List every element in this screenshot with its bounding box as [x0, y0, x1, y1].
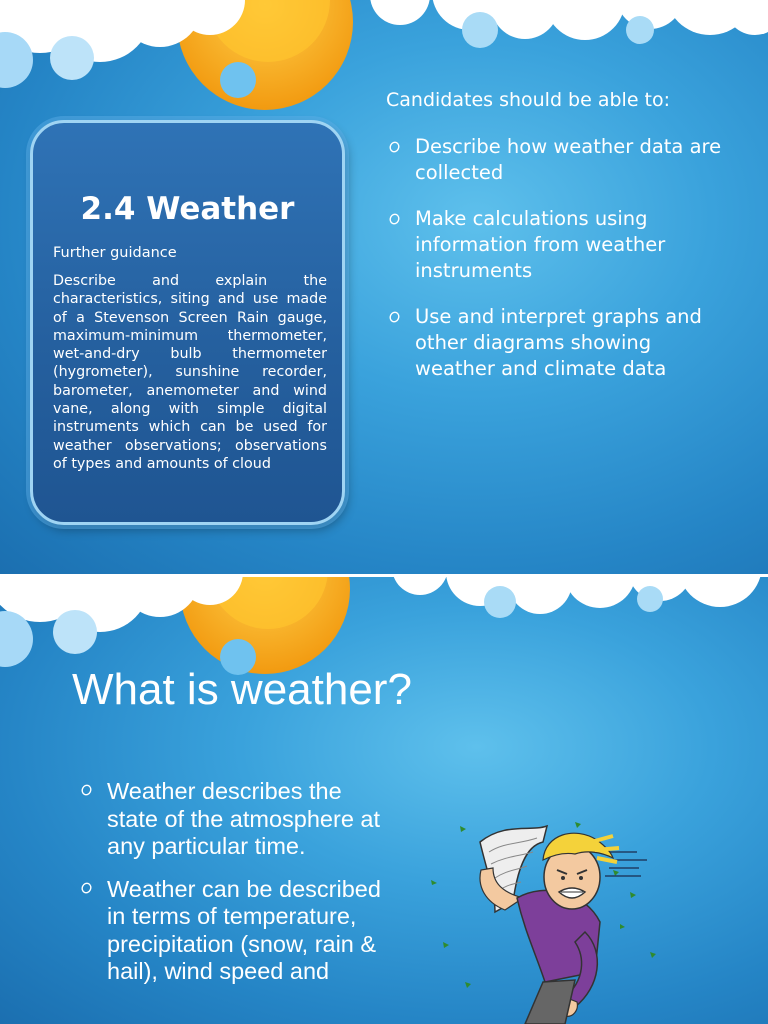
oval-bullet-icon — [80, 784, 93, 796]
oval-bullet-icon — [388, 213, 401, 225]
man-in-wind-icon — [425, 812, 675, 1024]
slide-2 — [0, 577, 768, 1024]
slide-title: 2.4 Weather — [80, 191, 295, 227]
guidance-box — [30, 120, 345, 525]
list-item-text: Describe how weather data are collected — [415, 135, 722, 184]
list-item-text: Weather can be described in terms of temperature, precipitation (snow, rain & hail), wind speed and — [107, 875, 381, 984]
oval-bullet-icon — [388, 311, 401, 323]
list-item — [78, 778, 388, 861]
list-item — [386, 206, 736, 284]
objectives-list — [386, 134, 736, 402]
list-item — [386, 134, 736, 186]
guidance-text: Describe and explain the characteristics, siting and use made of a Stevenson Screen Rain gauge, maximum-minimum thermometer, wet-and-dry bulb thermometer (hygrometer), sunshine recorder, barometer, anemometer and wind vane, along with simple digital instruments which can be used for weather observations; observations of types and amounts of cloud — [53, 273, 327, 472]
list-item-text: Use and interpret graphs and other diagrams showing weather and climate data — [415, 305, 702, 380]
list-item-text: Make calculations using information from weather instruments — [415, 207, 666, 282]
definition-list — [78, 778, 388, 1001]
slide-title: What is weather? — [72, 665, 412, 714]
list-item-text: Weather describes the state of the atmosphere at any particular time. — [107, 778, 381, 859]
oval-bullet-icon — [80, 882, 93, 894]
objectives-lead: Candidates should be able to: — [386, 89, 671, 111]
list-item — [386, 304, 736, 382]
guidance-label: Further guidance — [53, 245, 177, 261]
list-item — [78, 876, 388, 986]
oval-bullet-icon — [388, 141, 401, 153]
